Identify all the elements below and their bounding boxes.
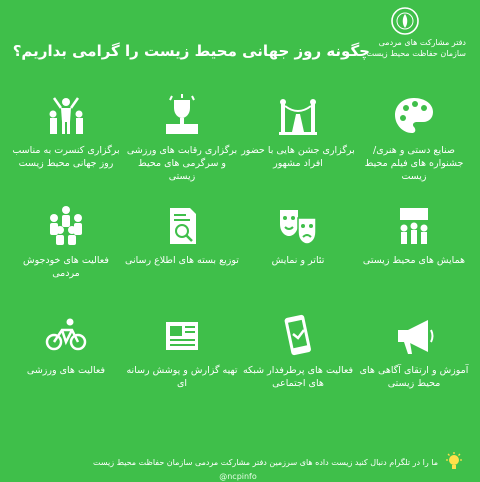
activity-label: تهیه گزارش و پوشش رسانه ای xyxy=(126,365,238,389)
footer-text: ما را در تلگرام دنبال کنید زیست داده های سرزمین دفتر مشارکت مردمی سازمان حفاظت محیط زیست xyxy=(92,458,438,467)
activity-label: توزیع بسته های اطلاع رسانی xyxy=(125,255,239,266)
activity-label: فعالیت های پرطرفدار شبکه های اجتماعی xyxy=(242,365,354,389)
page-title: چگونه روز جهانی محیط زیست را گرامی بداریم؟ xyxy=(12,42,370,60)
activity-item xyxy=(8,92,124,202)
activity-item xyxy=(124,312,240,422)
activity-item xyxy=(8,202,124,312)
newspaper-icon xyxy=(160,314,204,358)
activity-item xyxy=(240,202,356,312)
social-handle[interactable]: @ncpinfo xyxy=(219,472,257,481)
footer xyxy=(8,450,468,480)
brochure-icon xyxy=(160,204,204,248)
activity-item xyxy=(8,312,124,422)
activity-item xyxy=(240,92,356,202)
megaphone-icon xyxy=(392,314,436,358)
activity-label: برگزاری جشن هایی با حضور افراد مشهور xyxy=(241,145,355,169)
activity-label: صنایع دستی و هنری/جشنواره های فیلم محیط زیست xyxy=(364,145,464,182)
emblem-icon xyxy=(390,6,420,36)
logo-text-line1: دفتر مشارکت های مردمی xyxy=(378,38,466,47)
activity-item xyxy=(356,202,472,312)
palette-icon xyxy=(392,94,436,138)
volunteers-icon xyxy=(44,204,88,248)
header xyxy=(0,0,480,80)
concert-icon xyxy=(44,94,88,138)
activity-item xyxy=(240,312,356,422)
activity-item xyxy=(356,312,472,422)
trophy-icon xyxy=(160,94,204,138)
bicycle-icon xyxy=(44,314,88,358)
lightbulb-icon xyxy=(444,452,464,472)
activity-item xyxy=(356,92,472,202)
activity-label: همایش های محیط زیستی xyxy=(362,255,466,266)
activity-item xyxy=(124,92,240,202)
smartphone-icon xyxy=(276,314,320,358)
red-carpet-icon xyxy=(276,94,320,138)
exhibition-icon xyxy=(392,204,436,248)
activity-label: برگزاری کنسرت به مناسب روز جهانی محیط زیست xyxy=(12,145,120,169)
activity-item xyxy=(124,202,240,312)
activity-label: فعالیت های خودجوش مردمی xyxy=(23,255,109,279)
activity-label: برگزاری رقابت های ورزشی و سرگرمی های محیط زیستی xyxy=(126,145,238,182)
activity-label: آموزش و ارتقای آگاهی های محیط زیستی xyxy=(359,365,469,389)
activities-grid xyxy=(8,92,472,432)
logo-text-line2: سازمان حفاظت محیط زیست xyxy=(366,49,466,58)
activity-label: فعالیت های ورزشی xyxy=(26,365,106,376)
theater-masks-icon xyxy=(276,204,320,248)
logo xyxy=(366,6,470,66)
activity-label: تئاتر و نمایش xyxy=(271,255,325,266)
